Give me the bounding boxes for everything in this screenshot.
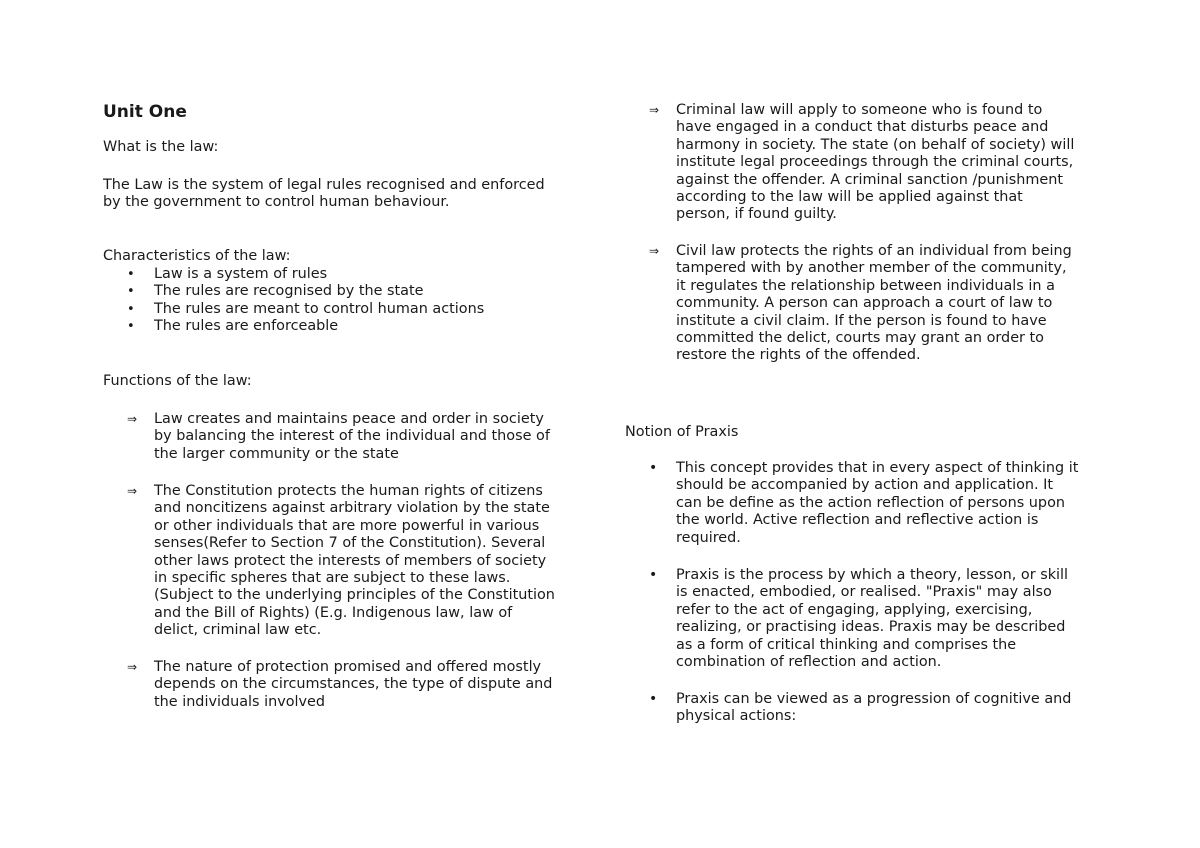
- bullet-icon: •: [649, 567, 658, 583]
- praxis-heading: Notion of Praxis: [625, 424, 739, 440]
- functions-heading: Functions of the law:: [103, 373, 252, 389]
- bullet-icon: •: [649, 460, 658, 476]
- praxis-item: • This concept provides that in every aspect of thinking it should be accompanied by action and application. It can be define as the action reflection of persons upon the world. Active reflection and reflective action is required.: [649, 460, 1079, 546]
- characteristics-heading: Characteristics of the law:: [103, 248, 291, 264]
- praxis-item: • Praxis can be viewed as a progression of cognitive and physical actions:: [649, 691, 1072, 725]
- law-type-item: ⇒ Criminal law will apply to someone who is found to have engaged in a conduct that disturbs peace and harmony in society. The state (on behalf of society) will institute legal proceedings through the criminal courts, against the offender. A criminal sanction /punishment according to the law will be applied against that person, if found guilty.: [649, 102, 1075, 223]
- praxis-item: • Praxis is the process by which a theory, lesson, or skill is enacted, embodied, or realised. "Praxis" may also refer to the act of engaging, applying, exercising, realizing, or practising ideas. Praxis may be described as a form of critical thinking and comprises the combination of reflection and action.: [649, 567, 1069, 671]
- list-item: • Law is a system of rules: [127, 266, 328, 282]
- bullet-icon: •: [127, 267, 135, 282]
- arrow-icon: ⇒: [127, 484, 138, 498]
- page-title: Unit One: [103, 102, 187, 122]
- bullet-icon: •: [649, 691, 658, 707]
- bullet-icon: •: [127, 301, 135, 317]
- list-item: • The rules are meant to control human actions: [127, 300, 485, 317]
- law-type-item: ⇒ Civil law protects the rights of an individual from being tampered with by another member of the community, it regulates the relationship between individuals in a community. A person can approach a court of law to institute a civil claim. If the person is found to have committed the delict, courts may grant an order to restore the rights of the offended.: [649, 243, 1072, 364]
- definition-text: The Law is the system of legal rules recognised and enforced by the government to control human behaviour.: [103, 177, 545, 211]
- characteristics-list: [103, 266, 583, 336]
- bullet-icon: •: [127, 284, 135, 300]
- list-item: • The rules are recognised by the state: [127, 283, 424, 300]
- function-item: ⇒ The nature of protection promised and offered mostly depends on the circumstances, the type of dispute and the individuals involved: [127, 659, 553, 710]
- function-item: ⇒ The Constitution protects the human rights of citizens and noncitizens against arbitrary violation by the state or other individuals that are more powerful in various senses(Refer to Section 7 of the Constitution). Several other laws protect the interests of members of society in specific spheres that are subject to these laws. (Subject to the underlying principles of the Constitution and the Bill of Rights) (E.g. Indigenous law, law of delict, criminal law etc.: [127, 483, 555, 639]
- function-item: ⇒ Law creates and maintains peace and order in society by balancing the interest of the individual and those of the larger community or the state: [127, 411, 550, 462]
- arrow-icon: ⇒: [127, 660, 138, 674]
- list-item: • The rules are enforceable: [127, 318, 339, 335]
- bullet-icon: •: [127, 319, 135, 335]
- arrow-icon: ⇒: [649, 244, 660, 258]
- arrow-icon: ⇒: [649, 103, 660, 117]
- arrow-icon: ⇒: [127, 412, 138, 426]
- what-is-heading: What is the law:: [103, 139, 219, 155]
